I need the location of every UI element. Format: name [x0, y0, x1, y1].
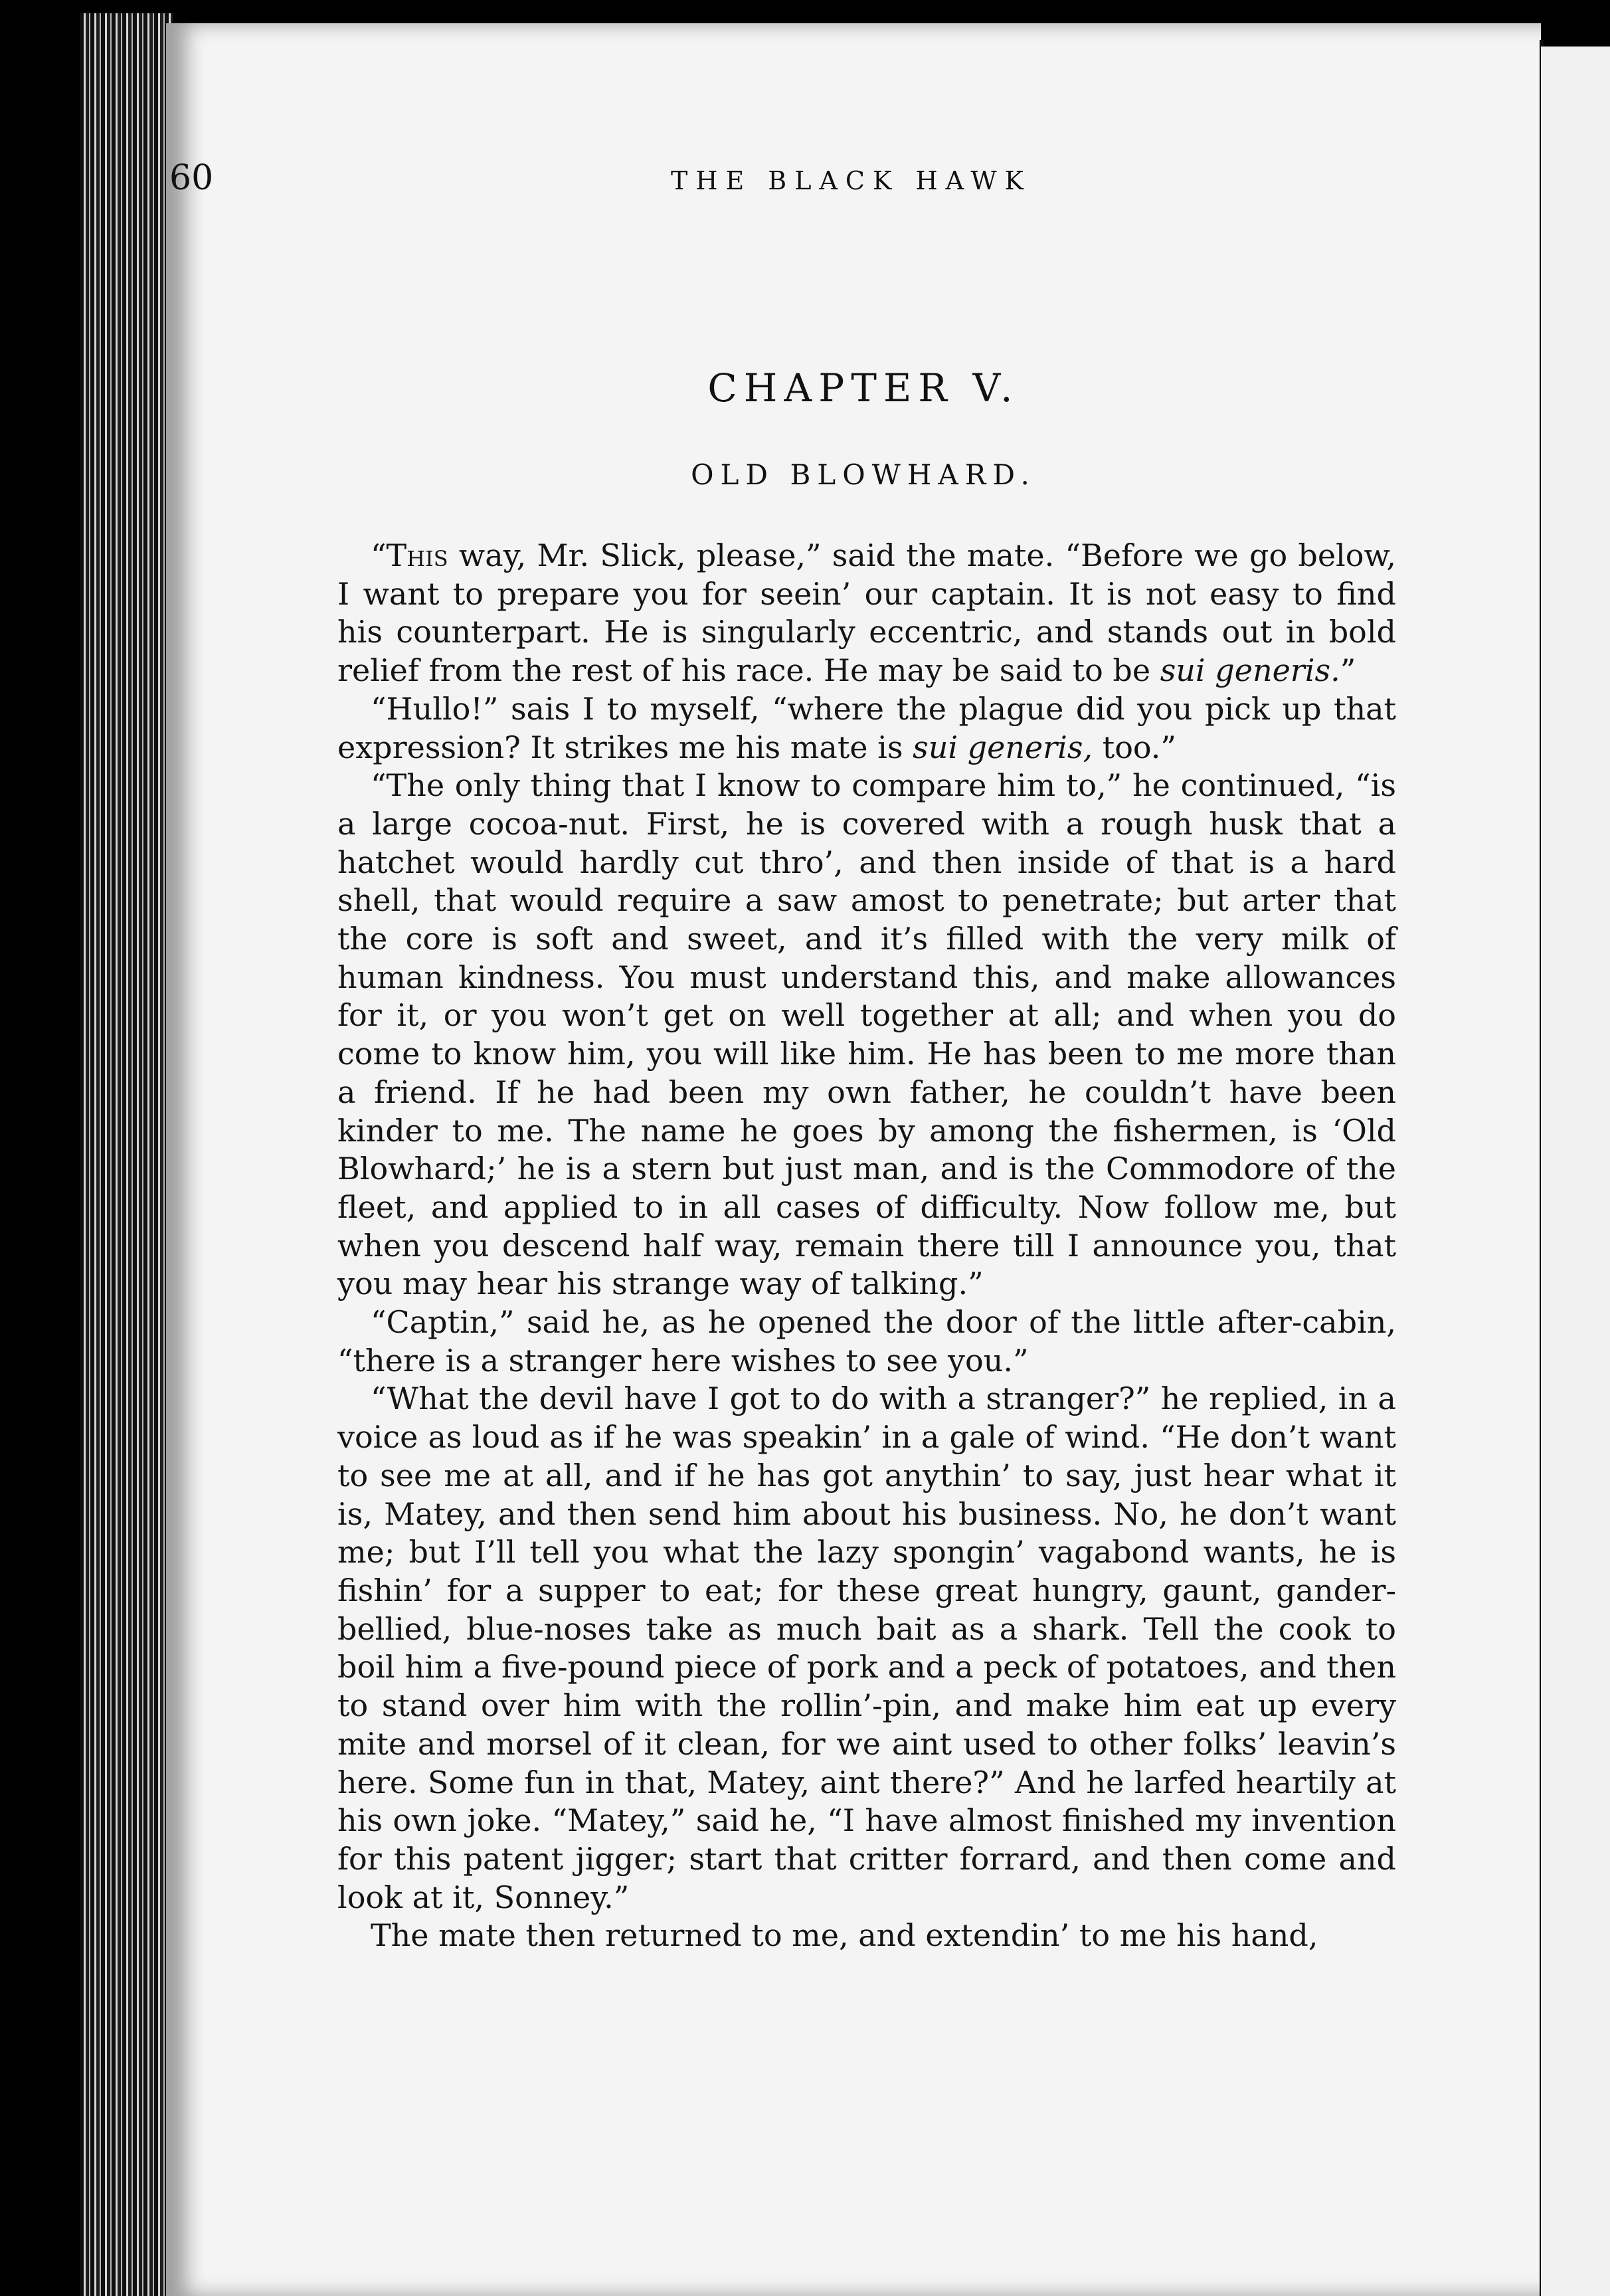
italic-phrase: sui generis.: [1160, 652, 1340, 689]
italic-phrase: sui generis,: [913, 729, 1093, 765]
chapter-subtitle: OLD BLOWHARD.: [691, 458, 1036, 491]
paragraph-tail: too.”: [1093, 729, 1176, 765]
chapter-heading: CHAPTER V.: [707, 365, 1020, 411]
paragraph-text: “Hullo!” sais I to myself, “where the plague did you pick up that expression? It strikes me his mate is: [337, 690, 1396, 765]
paragraph-tail: ”: [1340, 652, 1356, 689]
facing-page-edge: [1541, 47, 1610, 2296]
running-title: THE BLACK HAWK: [671, 166, 1031, 195]
book-spine-edge: [80, 13, 173, 2296]
paragraph-6: The mate then returned to me, and extendin’ to me his hand,: [371, 1917, 1318, 1954]
paragraph-1: [337, 537, 1396, 690]
paragraph-4: “Captin,” said he, as he opened the door of the little after-cabin, “there is a stranger here wishes to see you.”: [337, 1304, 1396, 1379]
paragraph-5: “What the devil have I got to do with a stranger?” he replied, in a voice as loud as if he was speakin’ in a gale of wind. “He don’t want to see me at all, and if he has got anythin’ to say, just hear what it is, Matey, and then send him about his business. No, he don’t want me; but I’ll tell you what the lazy spongin’ vagabond wants, he is fishin’ for a supper to eat; for these great hungry, gaunt, gander-bellied, blue-noses take as much bait as a shark. Tell the cook to boil him a five-pound piece of pork and a peck of potatoes, and then to stand over him with the rollin’-pin, and make him eat up every mite and morsel of it clean, for we aint used to other folks’ leavin’s here. Some fun in that, Matey, aint there?” And he larfed heartily at his own joke. “Matey,” said he, “I have almost finished my invention for this patent jigger; start that critter forrard, and then come and look at it, Sonney.”: [337, 1381, 1396, 1915]
page-number: 60: [169, 158, 214, 198]
paragraph-text: way, Mr. Slick, please,” said the mate. “Before we go below, I want to prepare you for seein’ our captain. It is not easy to find his counterpart. He is singularly eccentric, and stands out in bold relief from the rest of his race. He may be said to be: [337, 537, 1396, 689]
paragraph-lead: “This: [371, 537, 448, 573]
paragraph-2: [337, 690, 1396, 767]
body-text: [337, 537, 1396, 1955]
paragraph-3: “The only thing that I know to compare him to,” he continued, “is a large cocoa-nut. First, he is covered with a rough husk that a hatchet would hardly cut thro’, and then inside of that is a hard shell, that would require a saw amost to penetrate; but arter that the core is soft and sweet, and it’s filled with the very milk of human kindness. You must understand this, and make allowances for it, or you won’t get on well together at all; and when you do come to know him, you will like him. He has been to me more than a friend. If he had been my own father, he couldn’t have been kinder to me. The name he goes by among the fishermen, is ‘Old Blowhard;’ he is a stern but just man, and is the Commodore of the fleet, and applied to in all cases of difficulty. Now follow me, but when you descend half way, remain there till I announce you, that you may hear his strange way of talking.”: [337, 767, 1396, 1302]
